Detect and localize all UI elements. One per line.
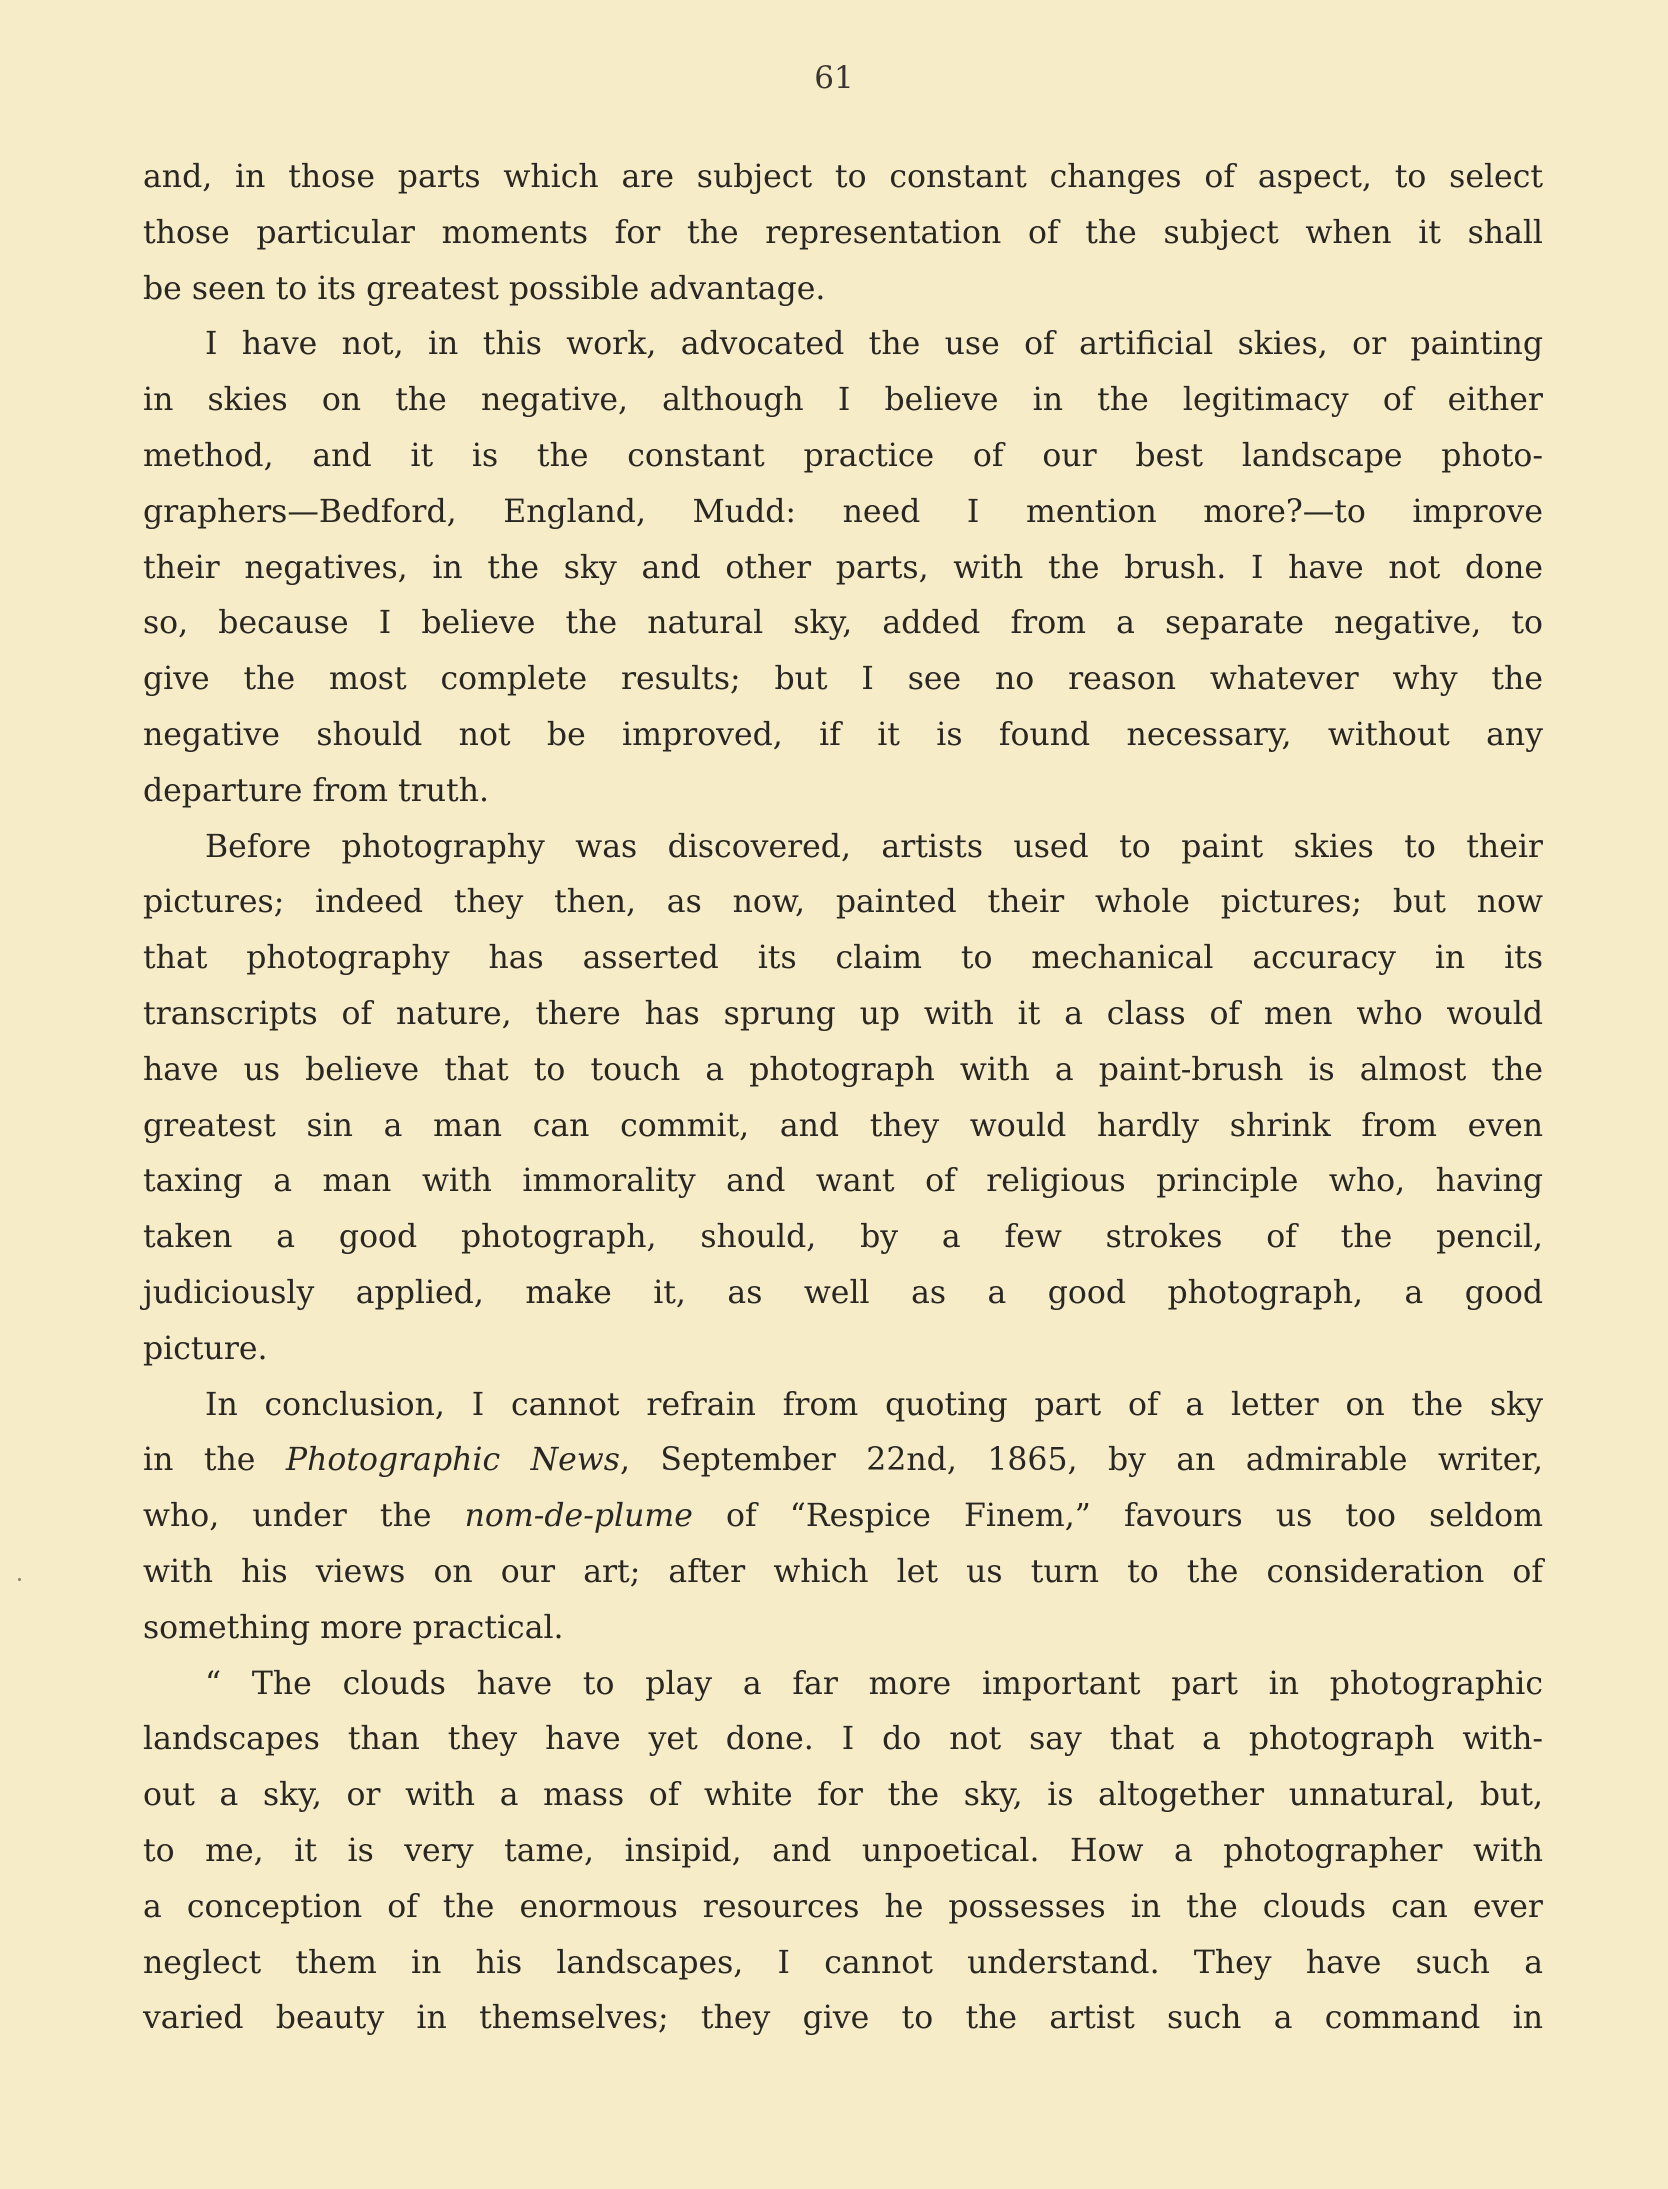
text-span: of “Respice Finem,” favours us too seldom [726, 1498, 1543, 1535]
page-number: 61 [814, 60, 854, 96]
text-line: In conclusion, I cannot refrain from quoting part of a letter on the sky [205, 1386, 1543, 1423]
text-line: departure from truth. [143, 772, 489, 809]
text-line: “ The clouds have to play a far more important part in photographic [205, 1665, 1543, 1702]
text-line: and, in those parts which are subject to constant changes of aspect, to select [143, 159, 1543, 195]
text-line: taxing a man with immorality and want of religious principle who, having [143, 1163, 1543, 1200]
text-line: judiciously applied, make it, as well as a good photograph, a good [143, 1274, 1543, 1311]
text-line: I have not, in this work, advocated the use of artificial skies, or painting [205, 326, 1543, 363]
text-line: method, and it is the constant practice of our best landscape photo- [143, 437, 1543, 474]
publication-title: Photographic News [285, 1442, 620, 1479]
text-line: their negatives, in the sky and other parts, with the brush. I have not done [143, 549, 1543, 586]
text-line: taken a good photograph, should, by a few strokes of the pencil, [143, 1219, 1543, 1256]
text-line: give the most complete results; but I see no reason whatever why the [143, 661, 1543, 698]
text-line: varied beauty in themselves; they give to the artist such a command in [143, 2000, 1543, 2037]
text-line: so, because I believe the natural sky, added from a separate negative, to [143, 605, 1543, 642]
text-line: graphers—Bedford, England, Mudd: need I mention more?—to improve [143, 493, 1543, 530]
text-line: have us believe that to touch a photograph with a paint-brush is almost the [143, 1051, 1543, 1088]
text-line: those particular moments for the representation of the subject when it shall [143, 214, 1543, 251]
italic-phrase: nom-de-plume [464, 1498, 693, 1535]
text-line: transcripts of nature, there has sprung up with it a class of men who would [143, 995, 1543, 1032]
text-line: pictures; indeed they then, as now, painted their whole pictures; but now [143, 884, 1543, 921]
margin-mark [18, 1578, 21, 1581]
text-line: Before photography was discovered, artists used to paint skies to their [205, 828, 1543, 865]
text-line: greatest sin a man can commit, and they would hardly shrink from even [143, 1107, 1543, 1144]
text-line: to me, it is very tame, insipid, and unpoetical. How a photographer with [143, 1832, 1543, 1869]
text-line: neglect them in his landscapes, I cannot understand. They have such a [143, 1944, 1543, 1981]
text-line [143, 1438, 1543, 1494]
text-span: , September 22nd, 1865, by an admirable writer, [619, 1442, 1543, 1479]
text-line: out a sky, or with a mass of white for the sky, is altogether unnatural, but, [143, 1777, 1543, 1814]
text-span: in the [143, 1442, 256, 1479]
text-line: picture. [143, 1330, 268, 1367]
body-text [143, 155, 1543, 2052]
text-line [143, 1494, 1543, 1550]
text-line: negative should not be improved, if it is found necessary, without any [143, 716, 1543, 753]
text-line: something more practical. [143, 1609, 564, 1646]
text-line: with his views on our art; after which let us turn to the consideration of [143, 1553, 1543, 1590]
text-span: who, under the [143, 1498, 432, 1535]
text-line: in skies on the negative, although I believe in the legitimacy of either [143, 382, 1543, 419]
text-line: landscapes than they have yet done. I do not say that a photograph with- [143, 1721, 1543, 1758]
text-line: that photography has asserted its claim to mechanical accuracy in its [143, 940, 1543, 977]
text-line: a conception of the enormous resources he possesses in the clouds can ever [143, 1888, 1543, 1925]
text-line: be seen to its greatest possible advantage. [143, 270, 826, 307]
